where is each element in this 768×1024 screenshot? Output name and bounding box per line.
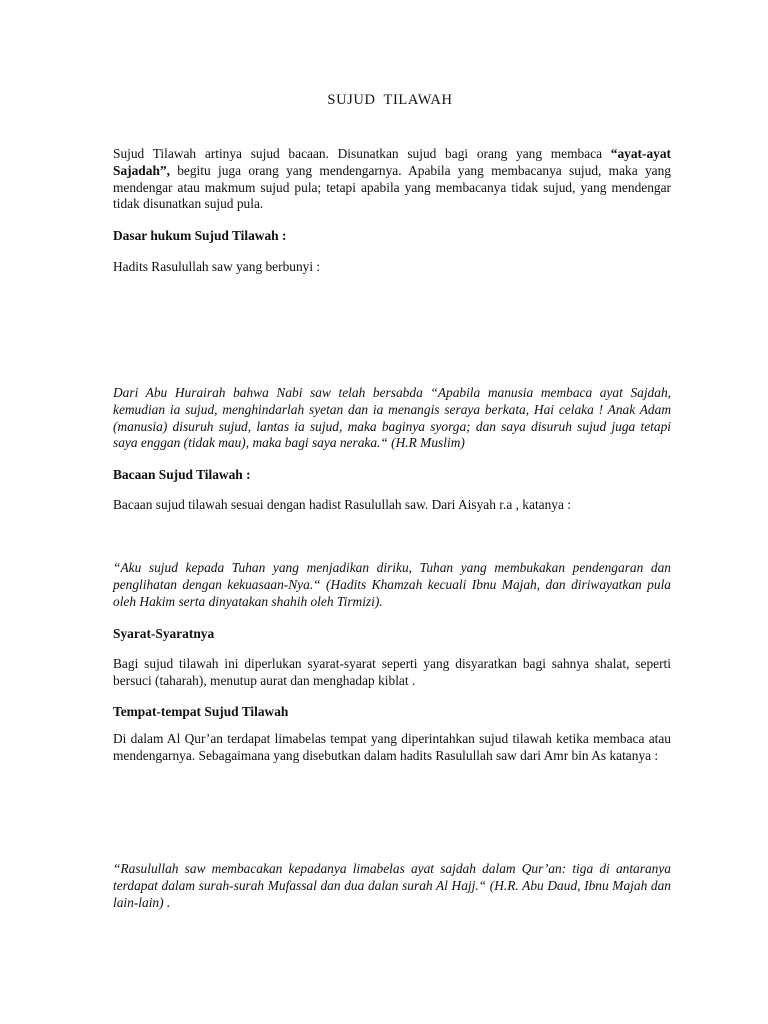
tempat-text: Di dalam Al Qur’an terdapat limabelas tempat yang diperintahkan sujud tilawah ketika membaca atau mendengarnya. Sebagaimana yang disebutkan dalam hadits Rasulullah saw dari Amr bin As katanya :: [113, 731, 671, 763]
page-title: SUJUD TILAWAH: [327, 92, 453, 108]
intro-bold-term: “ayat-ayat Sajadah”,: [113, 146, 671, 178]
hadith-abu-hurairah: Dari Abu Hurairah bahwa Nabi saw telah bersabda “Apabila manusia membaca ayat Sajdah, kemudian ia sujud, menghindarlah syetan dan ia menangis seraya berkata, Hai celaka ! Anak Adam (manusia) disuruh sujud, lantas ia sujud, maka baginya syorga; dan saya disuruh sujud juga tetapi saya enggan (tidak mau), maka bagi saya neraka.“ (H.R Muslim): [113, 385, 671, 451]
dasar-hukum-text: Hadits Rasulullah saw yang berbunyi :: [113, 259, 321, 274]
intro-paragraph: [113, 146, 671, 213]
bacaan-text: Bacaan sujud tilawah sesuai dengan hadist Rasulullah saw. Dari Aisyah r.a , katanya :: [113, 497, 572, 512]
heading-syarat: Syarat-Syaratnya: [113, 626, 215, 641]
heading-bacaan: Bacaan Sujud Tilawah :: [113, 467, 251, 482]
heading-dasar-hukum: Dasar hukum Sujud Tilawah :: [113, 228, 287, 243]
syarat-text: Bagi sujud tilawah ini diperlukan syarat-syarat seperti yang disyaratkan bagi sahnya shalat, seperti bersuci (taharah), menutup aurat dan menghadap kiblat .: [113, 656, 671, 688]
heading-tempat: Tempat-tempat Sujud Tilawah: [113, 704, 289, 719]
intro-text-2: begitu juga orang yang mendengarnya. Apabila yang membacanya sujud, maka yang mendengar atau makmum sujud pula; tetapi apabila yang membacanya tidak sujud, yang mendengar tidak disunatkan sujud pula.: [113, 162, 671, 212]
hadith-amr-bin-as: “Rasulullah saw membacakan kepadanya limabelas ayat sajdah dalam Qur’an: tiga di antaranya terdapat dalam surah-surah Mufassal dan dua dalan surah Al Hajj.“ (H.R. Abu Daud, Ibnu Majah dan lain-lain) .: [113, 861, 671, 910]
intro-text-1: Sujud Tilawah artinya sujud bacaan. Disunatkan sujud bagi orang yang membaca: [113, 146, 611, 161]
hadith-bacaan: “Aku sujud kepada Tuhan yang menjadikan diriku, Tuhan yang membukakan pendengaran dan penglihatan dengan kekuasaan-Nya.“ (Hadits Khamzah kecuali Ibnu Majah, dan diriwayatkan pula oleh Hakim serta dinyatakan shahih oleh Tirmizi).: [113, 560, 671, 609]
